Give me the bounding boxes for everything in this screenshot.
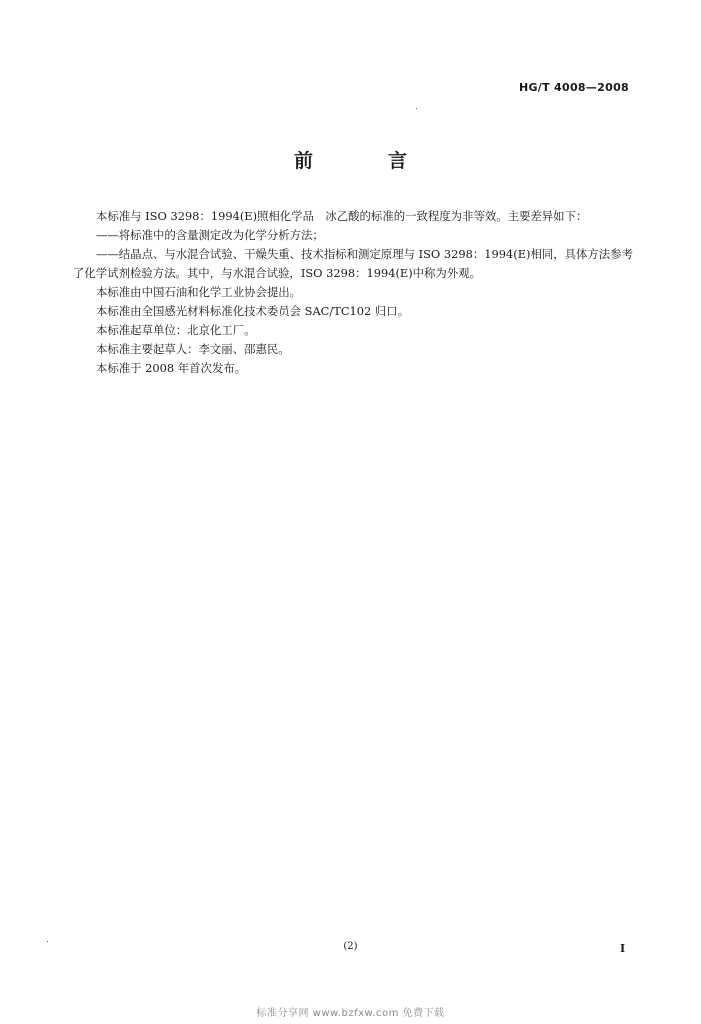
roman-page-mark: I	[620, 942, 626, 955]
foreword-paragraph: 本标准起草单位：北京化工厂。	[96, 323, 256, 337]
foreword-body	[73, 207, 633, 378]
scan-speck	[416, 108, 417, 109]
page-number: (2)	[343, 941, 358, 952]
foreword-paragraph: 本标准主要起草人：李文丽、邵惠民。	[96, 342, 290, 356]
foreword-difference-item: ——将标准中的含量测定改为化学分析方法；	[96, 228, 324, 242]
foreword-paragraph: 本标准于 2008 年首次发布。	[96, 361, 247, 375]
foreword-difference-item: ——结晶点、与水混合试验、干燥失重、技术指标和测定原理与 ISO 3298：1994(E)相同，具体方法参考了化学试剂检验方法。其中，与水混合试验，ISO 3298：1994(E)中称为外观。	[73, 247, 633, 280]
foreword-paragraph: 本标准与 ISO 3298：1994(E)照相化学品 冰乙酸的标准的一致程度为非等效。主要差异如下：	[96, 209, 588, 223]
standard-code: HG/T 4008—2008	[518, 81, 629, 94]
footer-watermark: 标准分享网 www.bzfxw.com 免费下载	[256, 1008, 445, 1019]
foreword-paragraph: 本标准由全国感光材料标准化技术委员会 SAC/TC102 归口。	[96, 304, 410, 318]
page-title: 前 言	[293, 150, 435, 172]
foreword-paragraph: 本标准由中国石油和化学工业协会提出。	[96, 285, 302, 299]
